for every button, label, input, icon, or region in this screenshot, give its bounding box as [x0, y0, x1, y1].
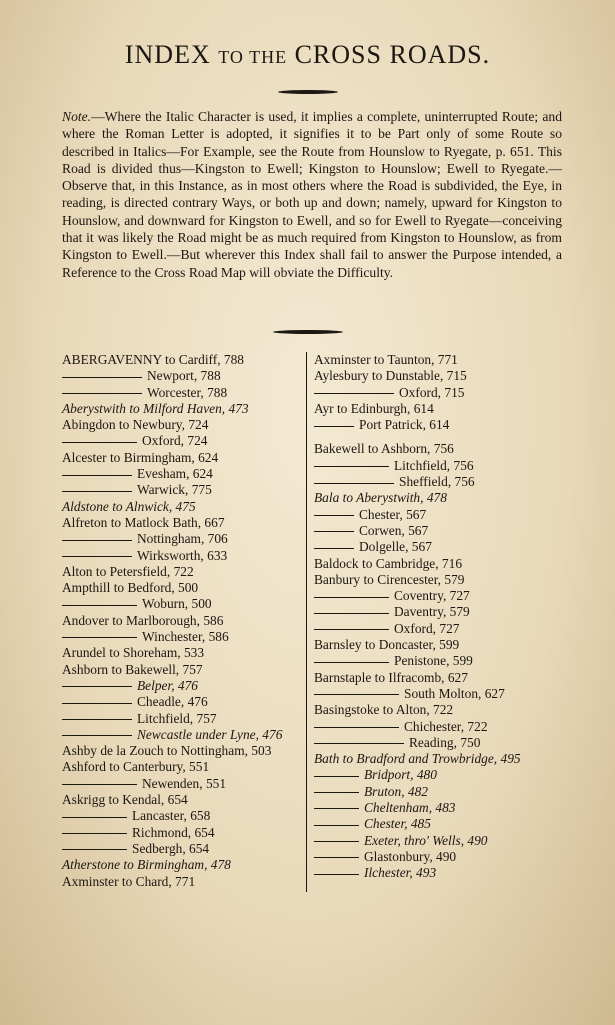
index-entry: [314, 686, 564, 702]
note-label: Note.: [62, 109, 92, 124]
index-entry: [62, 499, 302, 515]
index-entry-text: Wirksworth, 633: [137, 547, 228, 563]
index-entry-text: Daventry, 579: [394, 604, 470, 620]
index-entry-text: Coventry, 727: [394, 588, 470, 604]
ditto-rule: [314, 743, 404, 744]
index-entry: [314, 368, 564, 384]
index-entry-text: Ampthill to Bedford, 500: [62, 580, 199, 596]
ditto-rule: [314, 483, 394, 484]
index-entry: [62, 645, 302, 661]
index-entry: [314, 621, 564, 637]
ditto-rule: [62, 491, 132, 492]
index-entry: [314, 417, 564, 433]
ditto-rule: [62, 540, 132, 541]
index-entry-text: Bath to Bradford and Trowbridge, 495: [314, 751, 521, 767]
index-entry: [314, 637, 564, 653]
ditto-rule: [62, 817, 127, 818]
ditto-rule: [62, 442, 137, 443]
index-entry: [62, 401, 302, 417]
index-entry: [314, 865, 564, 881]
index-entry-text: Bruton, 482: [364, 783, 428, 799]
index-entry-text: Reading, 750: [409, 734, 481, 750]
index-entry: [62, 580, 302, 596]
ditto-rule: [62, 393, 142, 394]
index-entry-text: Litchfield, 757: [137, 710, 217, 726]
index-entry-text: Warwick, 775: [137, 482, 212, 498]
ditto-rule: [62, 556, 132, 557]
index-entry-text: Bridport, 480: [364, 767, 437, 783]
index-entry: [62, 662, 302, 678]
index-entry-text: Aldstone to Alnwick, 475: [62, 498, 196, 514]
index-entry-text: Bala to Aberystwith, 478: [314, 490, 447, 506]
index-entry: [62, 596, 302, 612]
index-entry-text: Ashby de la Zouch to Nottingham, 503: [62, 743, 272, 759]
ditto-rule: [314, 776, 359, 777]
index-entry-text: Alton to Petersfield, 722: [62, 563, 194, 579]
index-entry: [314, 588, 564, 604]
ditto-rule: [314, 393, 394, 394]
ditto-rule: [314, 694, 399, 695]
index-entry-text: Ayr to Edinburgh, 614: [314, 400, 434, 416]
note-paragraph: [62, 108, 562, 281]
index-entry-text: Chester, 567: [359, 506, 427, 522]
index-entry-text: Chichester, 722: [404, 718, 488, 734]
ditto-rule: [62, 735, 132, 736]
index-entry-text: Dolgelle, 567: [359, 539, 432, 555]
index-entry-text: Glastonbury, 490: [364, 848, 457, 864]
index-entry-text: Alcester to Birmingham, 624: [62, 449, 219, 465]
index-entry: [62, 841, 302, 857]
index-entry-text: Basingstoke to Alton, 722: [314, 702, 454, 718]
ditto-rule: [62, 703, 132, 704]
index-entry-text: Lancaster, 658: [132, 808, 211, 824]
index-entry-text: Sheffield, 756: [399, 474, 475, 490]
index-entry: [62, 482, 302, 498]
ditto-rule: [314, 792, 359, 793]
ditto-rule: [314, 531, 354, 532]
index-entry: [314, 751, 564, 767]
column-divider: [306, 352, 307, 892]
index-entry-text: Sedbergh, 654: [132, 840, 210, 856]
index-entry: [314, 556, 564, 572]
ditto-rule: [314, 629, 389, 630]
index-entry: [62, 759, 302, 775]
index-entry-text: Winchester, 586: [142, 629, 229, 645]
index-entry-text: Andover to Marlborough, 586: [62, 612, 224, 628]
index-entry: [314, 572, 564, 588]
index-entry: [62, 874, 302, 890]
ornamental-rule-top: [278, 90, 338, 94]
index-entry-text: Newenden, 551: [142, 775, 227, 791]
title-cross-roads: CROSS ROADS.: [294, 40, 491, 69]
ditto-rule: [62, 686, 132, 687]
index-entry-text: Chester, 485: [364, 816, 431, 832]
ditto-rule: [314, 613, 389, 614]
index-entry-text: Atherstone to Birmingham, 478: [62, 857, 231, 873]
index-entry: [62, 450, 302, 466]
ditto-rule: [62, 833, 127, 834]
ditto-rule: [62, 784, 137, 785]
index-entry-text: Exeter, thro' Wells, 490: [364, 832, 488, 848]
index-entry-text: Oxford, 727: [394, 620, 460, 636]
ornamental-rule-middle: [273, 330, 343, 334]
index-entry: [62, 531, 302, 547]
index-entry: [314, 441, 564, 457]
index-entry: [314, 401, 564, 417]
index-entry: [62, 352, 302, 368]
ditto-rule: [314, 874, 359, 875]
index-entry: [62, 678, 302, 694]
index-entry-text: ABERGAVENNY to Cardiff, 788: [62, 352, 245, 367]
ditto-rule: [314, 857, 359, 858]
index-entry: [314, 784, 564, 800]
index-entry: [62, 548, 302, 564]
index-entry-text: Cheadle, 476: [137, 694, 208, 710]
index-entry-text: Axminster to Chard, 771: [62, 873, 196, 889]
index-entry: [62, 743, 302, 759]
index-entry-text: Richmond, 654: [132, 824, 215, 840]
ditto-rule: [62, 637, 137, 638]
index-entry: [314, 604, 564, 620]
index-entry: [62, 825, 302, 841]
index-entry-text: Oxford, 724: [142, 433, 208, 449]
index-entry: [62, 417, 302, 433]
ditto-rule: [62, 719, 132, 720]
index-entry-text: Axminster to Taunton, 771: [314, 352, 458, 367]
index-entry: [314, 523, 564, 539]
index-entry: [314, 670, 564, 686]
index-entry: [314, 385, 564, 401]
index-entry-text: Ashborn to Bakewell, 757: [62, 661, 203, 677]
index-entry-text: Barnstaple to Ilfracomb, 627: [314, 669, 468, 685]
ditto-rule: [62, 475, 132, 476]
index-entry: [62, 564, 302, 580]
index-entry: [62, 792, 302, 808]
index-entry-text: South Molton, 627: [404, 685, 505, 701]
index-entry-text: Baldock to Cambridge, 716: [314, 555, 463, 571]
index-entry-text: Aberystwith to Milford Haven, 473: [62, 400, 249, 416]
index-entry-text: Woburn, 500: [142, 596, 212, 612]
index-entry: [314, 767, 564, 783]
title-index: INDEX: [124, 40, 211, 69]
index-right-column: [314, 352, 564, 882]
index-entry-text: Corwen, 567: [359, 522, 429, 538]
index-entry-text: Ashford to Canterbury, 551: [62, 759, 210, 775]
index-entry: [314, 352, 564, 368]
ditto-rule: [314, 426, 354, 427]
index-entry-text: Arundel to Shoreham, 533: [62, 645, 205, 661]
index-entry-text: Worcester, 788: [147, 384, 228, 400]
index-entry-text: Aylesbury to Dunstable, 715: [314, 368, 467, 384]
ditto-rule: [314, 727, 399, 728]
ditto-rule: [314, 548, 354, 549]
index-entry: [314, 474, 564, 490]
index-entry: [62, 385, 302, 401]
index-entry-text: Abingdon to Newbury, 724: [62, 417, 209, 433]
index-entry-text: Cheltenham, 483: [364, 800, 456, 816]
index-entry: [314, 507, 564, 523]
index-entry: [62, 776, 302, 792]
index-entry-text: Belper, 476: [137, 677, 198, 693]
ditto-rule: [62, 377, 142, 378]
index-entry: [62, 466, 302, 482]
index-entry-text: Port Patrick, 614: [359, 417, 450, 433]
index-entry-text: Newcastle under Lyne, 476: [137, 726, 283, 742]
index-entry-text: Banbury to Cirencester, 579: [314, 571, 465, 587]
index-entry-text: Litchfield, 756: [394, 457, 474, 473]
index-entry: [314, 849, 564, 865]
index-entry: [314, 735, 564, 751]
index-entry: [62, 727, 302, 743]
index-entry: [62, 857, 302, 873]
index-entry: [314, 539, 564, 555]
index-entry: [62, 694, 302, 710]
index-entry: [62, 368, 302, 384]
ditto-rule: [62, 605, 137, 606]
index-entry-text: Evesham, 624: [137, 466, 213, 482]
index-entry: [62, 433, 302, 449]
index-entry: [314, 833, 564, 849]
ditto-rule: [314, 515, 354, 516]
index-entry: [62, 629, 302, 645]
ditto-rule: [314, 597, 389, 598]
note-text: —Where the Italic Character is used, it implies a complete, uninterrupted Route; and where the Roman Letter is adopted, it signifies it to be Part only of some Route so described in Italics—For Example, see the Route from Hounslow to Ryegate, p. 651. This Road is divided thus—Kingston to Ewell; Kingston to Hounslow; Ewell to Ryegate.—Observe that, in this Instance, as in most others where the Road is subdivided, the Eye, in reading, is directed contrary Ways, or both up and down; namely, upward for Kingston to Hounslow, and downward for Kingston to Ewell, and so for Ewell to Ryegate—conceiving that it was likely the Road might be as much required from Kingston to Hounslow, as from Kingston to Ewell.—But wherever this Index shall fail to answer the Purpose intended, a Reference to the Cross Road Map will obviate the Difficulty.: [62, 109, 562, 280]
index-entry: [62, 711, 302, 727]
ditto-rule: [314, 808, 359, 809]
index-entry-text: Oxford, 715: [399, 384, 465, 400]
ditto-rule: [314, 841, 359, 842]
page-title: [0, 40, 615, 70]
index-entry-text: Askrigg to Kendal, 654: [62, 792, 188, 808]
index-entry-text: Ilchester, 493: [364, 865, 437, 881]
index-entry: [314, 702, 564, 718]
index-entry: [314, 800, 564, 816]
ditto-rule: [62, 849, 127, 850]
title-to-the: TO THE: [218, 47, 288, 67]
index-entry-text: Newport, 788: [147, 368, 221, 384]
index-entry: [314, 653, 564, 669]
index-entry: [314, 719, 564, 735]
index-left-column: [62, 352, 302, 890]
index-entry: [62, 808, 302, 824]
index-entry-text: Penistone, 599: [394, 653, 473, 669]
index-entry: [62, 515, 302, 531]
index-entry-text: Bakewell to Ashborn, 756: [314, 441, 454, 457]
ditto-rule: [314, 466, 389, 467]
ditto-rule: [314, 825, 359, 826]
index-entry: [314, 490, 564, 506]
index-entry: [314, 816, 564, 832]
index-entry-text: Alfreton to Matlock Bath, 667: [62, 514, 225, 530]
index-entry-text: Barnsley to Doncaster, 599: [314, 637, 460, 653]
index-entry-text: Nottingham, 706: [137, 531, 228, 547]
ditto-rule: [314, 662, 389, 663]
index-entry: [314, 458, 564, 474]
index-entry: [62, 613, 302, 629]
